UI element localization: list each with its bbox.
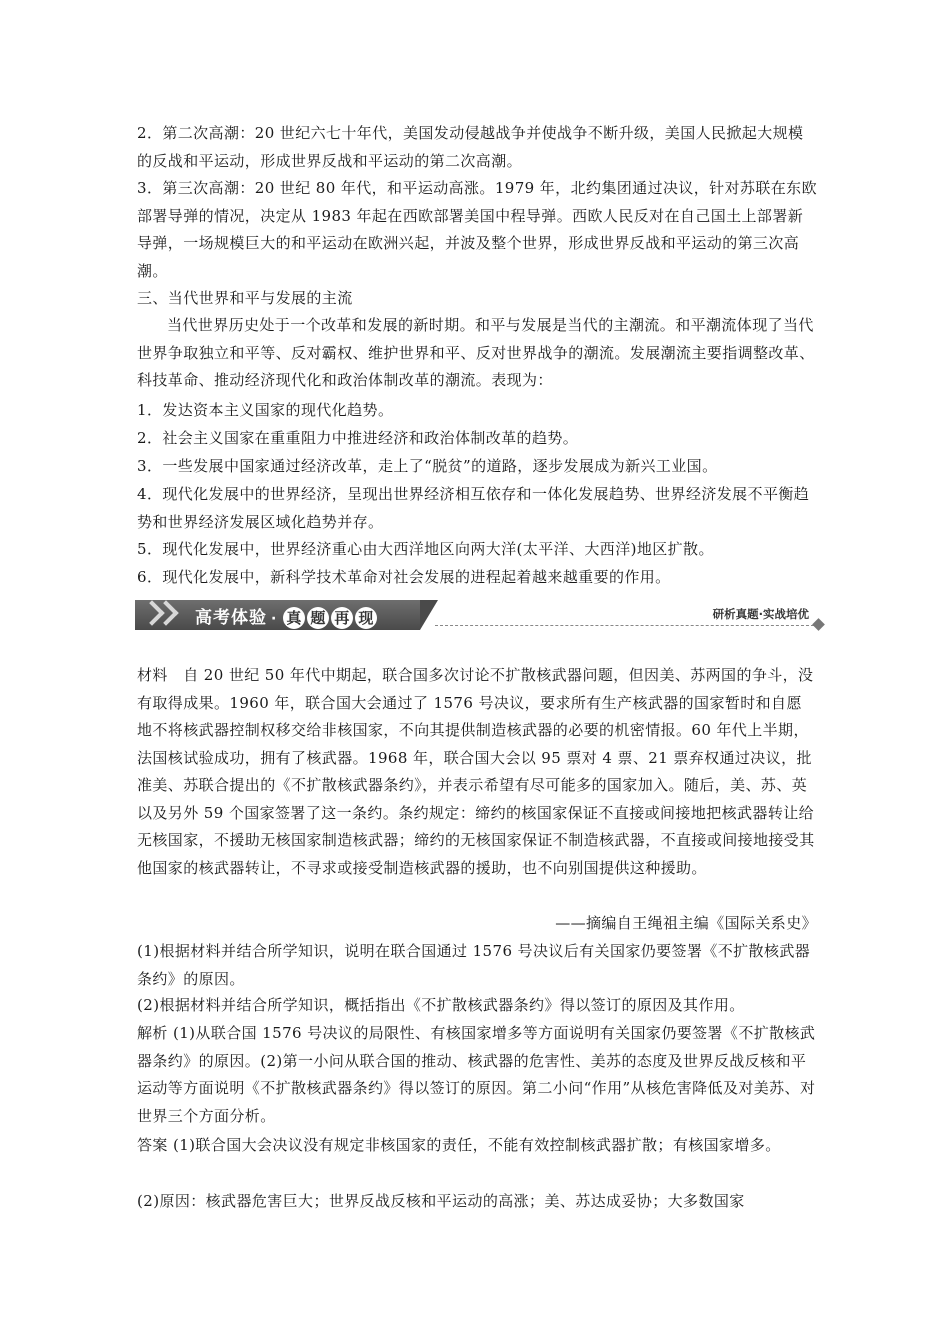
section-heading-3: 三、当代世界和平与发展的主流: [137, 289, 353, 307]
list-item: 5．现代化发展中，世界经济重心由大西洋地区向两大洋(太平洋、大西洋)地区扩散。: [137, 540, 714, 558]
banner-dot: ·: [271, 611, 278, 627]
question-1: (1)根据材料并结合所学知识，说明在联合国通过 1576 号决议后有关国家仍要签署《不扩散核武器条约》的原因。: [137, 942, 811, 988]
question-2: (2)根据材料并结合所学知识，概括指出《不扩散核武器条约》得以签订的原因及其作用。: [137, 996, 745, 1014]
chevron-right-icon: [153, 600, 178, 625]
paragraph-third-wave: 3．第三次高潮：20 世纪 80 年代，和平运动高涨。1979 年，北约集团通过决议，针对苏联在东欧部署导弹的情况，决定从 1983 年起在西欧部署美国中程导弹。西欧人民反对在自己国土上部署新导弹，一场规模巨大的和平运动在欧洲兴起，并波及整个世界，形成世界反战和平运动的第三次高潮。: [137, 179, 817, 280]
banner-title: [195, 603, 377, 629]
banner-divider: [435, 625, 819, 626]
diamond-icon: [812, 618, 825, 631]
banner-title-text: 高考体验: [195, 608, 267, 628]
banner-subtitle: 研析真题·实战培优: [712, 607, 809, 621]
list-item: 1．发达资本主义国家的现代化趋势。: [137, 401, 394, 419]
banner-char: 题: [307, 607, 329, 629]
list-item: 6．现代化发展中，新科学技术革命对社会发展的进程起着越来越重要的作用。: [137, 568, 671, 586]
answer-1: 答案 (1)联合国大会决议没有规定非核国家的责任，不能有效控制核武器扩散；有核国家增多。: [137, 1136, 781, 1154]
banner-char: 现: [355, 607, 377, 629]
section-banner: [135, 600, 825, 630]
paragraph-second-wave: 2．第二次高潮：20 世纪六七十年代，美国发动侵越战争并使战争不断升级，美国人民掀起大规模的反战和平运动，形成世界反战和平运动的第二次高潮。: [137, 124, 804, 170]
answer-2: (2)原因：核武器危害巨大；世界反战反核和平运动的高涨；美、苏达成妥协；大多数国家: [137, 1192, 745, 1210]
list-item: 3．一些发展中国家通过经济改革，走上了“脱贫”的道路，逐步发展成为新兴工业国。: [137, 457, 718, 475]
list-item: 4．现代化发展中的世界经济，呈现出世界经济相互依存和一体化发展趋势、世界经济发展不平衡趋势和世界经济发展区域化趋势并存。: [137, 485, 810, 531]
banner-char: 真: [283, 607, 305, 629]
material-source: ——摘编自王绳祖主编《国际关系史》: [555, 914, 817, 932]
list-item: 2．社会主义国家在重重阻力中推进经济和政治体制改革的趋势。: [137, 429, 579, 447]
paragraph-intro: 当代世界历史处于一个改革和发展的新时期。和平与发展是当代的主潮流。和平潮流体现了当代世界争取独立和平等、反对霸权、维护世界和平、反对世界战争的潮流。发展潮流主要指调整改革、科技革命、推动经济现代化和政治体制改革的潮流。表现为：: [137, 316, 815, 389]
material-paragraph: 材料 自 20 世纪 50 年代中期起，联合国多次讨论不扩散核武器问题，但因美、苏两国的争斗，没有取得成果。1960 年，联合国大会通过了 1576 号决议，要求所有生产核武器的国家暂时和自愿地不将核武器控制权移交给非核国家，不向其提供制造核武器的必要的机密情报。60 年代上半期，法国核试验成功，拥有了核武器。1968 年，联合国大会以 95 票对 4 票、21 票弃权通过决议，批准美、苏联合提出的《不扩散核武器条约》，并表示希望有尽可能多的国家加入。随后，美、苏、英以及另外 59 个国家签署了这一条约。条约规定：缔约的核国家保证不直接或间接地把核武器转让给无核国家，不援助无核国家制造核武器；缔约的无核国家保证不制造核武器，不直接或间接地接受其他国家的核武器转让，不寻求或接受制造核武器的援助，也不向别国提供这种援助。: [137, 666, 815, 877]
banner-char: 再: [331, 607, 353, 629]
banner-bar: [135, 600, 420, 630]
analysis-paragraph: 解析 (1)从联合国 1576 号决议的局限性、有核国家增多等方面说明有关国家仍要签署《不扩散核武器条约》的原因。(2)第一小问从联合国的推动、核武器的危害性、美苏的态度及世界反战反核和平运动等方面说明《不扩散核武器条约》得以签订的原因。第二小问“作用”从核危害降低及对美苏、对世界三个方面分析。: [137, 1024, 816, 1125]
